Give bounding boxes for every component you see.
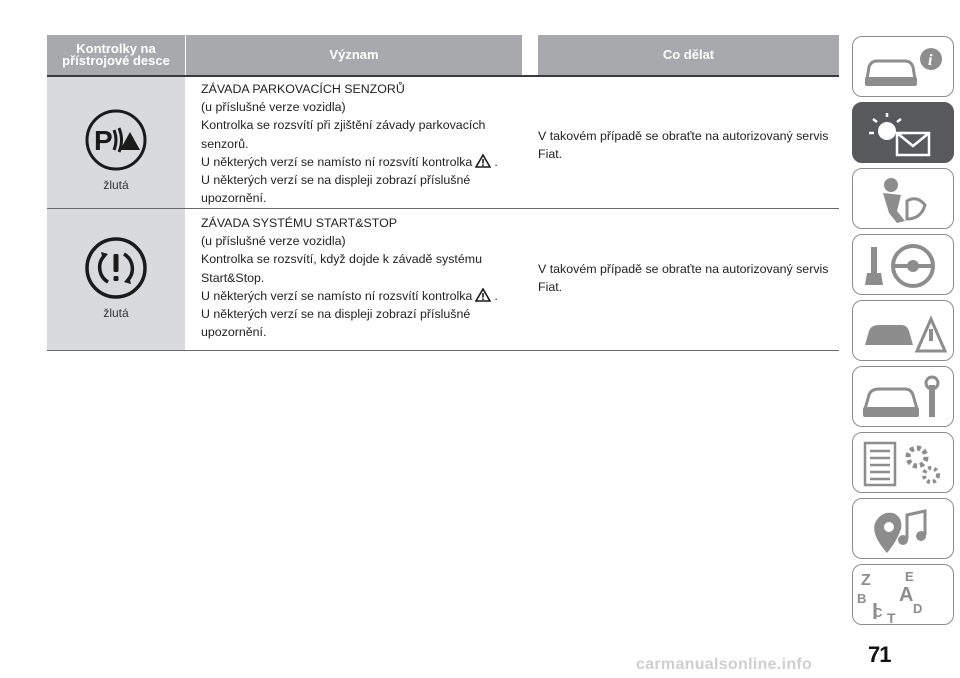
icon-cell-row2 [47, 209, 185, 350]
tab-safety[interactable] [852, 168, 954, 229]
tab-driving[interactable] [852, 234, 954, 295]
action-line: V takovém případě se obraťte na autorizovaný servis [538, 262, 829, 276]
svg-text:E: E [905, 569, 914, 584]
svg-text:P: P [94, 125, 113, 156]
warning-lights-icon [853, 103, 955, 164]
meaning-title: ZÁVADA SYSTÉMU START&STOP [201, 216, 397, 230]
meaning-line: Kontrolka se rozsvítí, když dojde k závadě systému [201, 252, 482, 267]
meaning-line: senzorů. [201, 136, 249, 151]
watermark: carmanualsonline.info [636, 656, 813, 673]
safety-icon [853, 169, 955, 230]
multimedia-icon [853, 499, 955, 560]
meaning-line: U některých verzí se namísto ní rozsvítí kontrolka . [201, 288, 498, 303]
action-row2 [538, 260, 828, 296]
meaning-row2 [201, 214, 498, 341]
header-meaning: Význam [186, 35, 522, 75]
warning-triangle-icon [475, 154, 491, 168]
warning-triangle-icon [475, 288, 491, 302]
car-info-icon [853, 37, 955, 98]
maintenance-icon [853, 367, 955, 428]
tab-multimedia[interactable] [852, 498, 954, 559]
emergency-icon [853, 301, 955, 362]
action-line: Fiat. [538, 280, 563, 295]
tab-maintenance[interactable] [852, 366, 954, 427]
lamp-color-label: žlutá [103, 178, 129, 192]
svg-text:T: T [887, 610, 896, 626]
parking-sensor-fault-icon [84, 108, 148, 172]
meaning-line: U některých verzí se namísto ní rozsvítí kontrolka . [201, 154, 498, 169]
svg-text:C: C [873, 605, 883, 620]
tab-technical-data[interactable] [852, 432, 954, 493]
svg-text:Z: Z [861, 572, 871, 589]
table-bottom-rule [47, 350, 839, 351]
header-indicators: Kontrolky na přístrojové desce [47, 35, 185, 75]
header-action: Co dělat [538, 35, 839, 75]
meaning-title: ZÁVADA PARKOVACÍCH SENZORŮ [201, 82, 405, 96]
meaning-line: upozornění. [201, 325, 267, 340]
driving-icon [853, 235, 955, 296]
technical-data-icon [853, 433, 955, 494]
meaning-line: Start&Stop. [201, 270, 265, 285]
start-stop-fault-icon [84, 236, 148, 300]
action-line: Fiat. [538, 147, 563, 162]
tab-car-info[interactable] [852, 36, 954, 97]
meaning-line: (u příslušné verze vozidla) [201, 234, 346, 249]
svg-text:A: A [899, 584, 914, 606]
tab-warning-lights[interactable] [852, 102, 954, 163]
svg-text:B: B [857, 591, 867, 606]
svg-text:i: i [928, 52, 933, 69]
tab-index[interactable] [852, 564, 954, 625]
index-icon [853, 565, 955, 626]
icon-cell-row1 [47, 77, 185, 208]
page-number: 71 [868, 642, 891, 667]
meaning-line: upozornění. [201, 191, 267, 206]
meaning-line: U některých verzí se na displeji zobrazí příslušné [201, 173, 471, 188]
tab-emergency[interactable] [852, 300, 954, 361]
lamp-color-label: žlutá [103, 306, 129, 320]
svg-text:D: D [913, 601, 923, 616]
meaning-row1 [201, 80, 498, 207]
meaning-line: U některých verzí se na displeji zobrazí příslušné [201, 307, 471, 322]
action-line: V takovém případě se obraťte na autorizovaný servis [538, 129, 829, 143]
meaning-line: Kontrolka se rozsvítí při zjištění závady parkovacích [201, 118, 486, 133]
action-row1 [538, 127, 828, 163]
meaning-line: (u příslušné verze vozidla) [201, 100, 346, 115]
